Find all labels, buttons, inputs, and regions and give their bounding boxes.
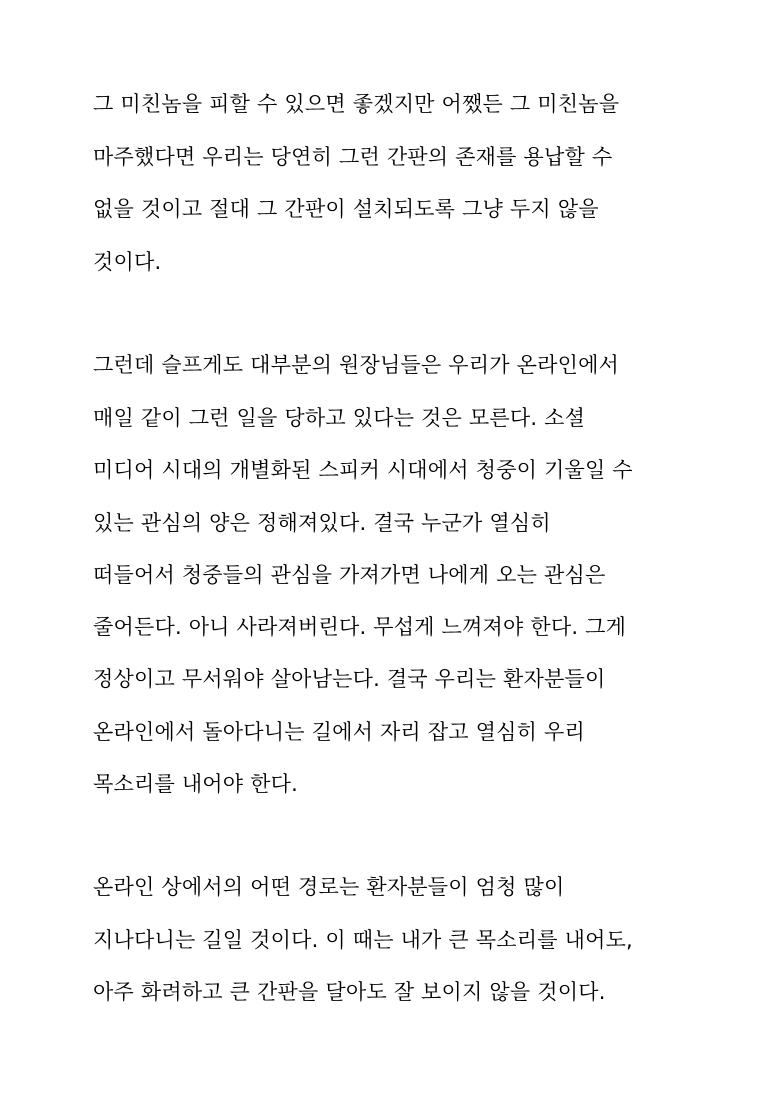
paragraph-1-line-4: 것이다. xyxy=(93,250,162,274)
paragraph-2-line-7: 정상이고 무서워야 살아남는다. 결국 우리는 환자분들이 xyxy=(93,667,606,691)
paragraph-2-line-6: 줄어든다. 아니 사라져버린다. 무섭게 느껴져야 한다. 그게 xyxy=(93,615,627,639)
paragraph-2-line-5: 떠들어서 청중들의 관심을 가져가면 나에게 오는 관심은 xyxy=(93,563,606,587)
paragraph-3-line-1: 온라인 상에서의 어떤 경로는 환자분들이 엄청 많이 xyxy=(93,875,565,899)
paragraph-3-line-3: 아주 화려하고 큰 간판을 달아도 잘 보이지 않을 것이다. xyxy=(93,980,606,1004)
paragraph-2-line-4: 있는 관심의 양은 정해져있다. 결국 누군가 열심히 xyxy=(93,511,551,535)
paragraph-2-line-1: 그런데 슬프게도 대부분의 원장님들은 우리가 온라인에서 xyxy=(93,353,620,377)
paragraph-1-line-2: 마주했다면 우리는 당연히 그런 간판의 존재를 용납할 수 xyxy=(93,145,613,169)
paragraph-1-line-1: 그 미친놈을 피할 수 있으면 좋겠지만 어쨌든 그 미친놈을 xyxy=(93,92,620,116)
paragraph-2-line-2: 매일 같이 그런 일을 당하고 있다는 것은 모른다. 소셜 xyxy=(93,406,586,430)
paragraph-2-line-3: 미디어 시대의 개별화된 스피커 시대에서 청중이 기울일 수 xyxy=(93,458,633,482)
paragraph-3-line-2: 지나다니는 길일 것이다. 이 때는 내가 큰 목소리를 내어도, xyxy=(93,928,633,952)
paragraph-1-line-3: 없을 것이고 절대 그 간판이 설치되도록 그냥 두지 않을 xyxy=(93,197,599,221)
paragraph-2-line-8: 온라인에서 돌아다니는 길에서 자리 잡고 열심히 우리 xyxy=(93,720,585,744)
paragraph-2-line-9: 목소리를 내어야 한다. xyxy=(93,772,298,796)
